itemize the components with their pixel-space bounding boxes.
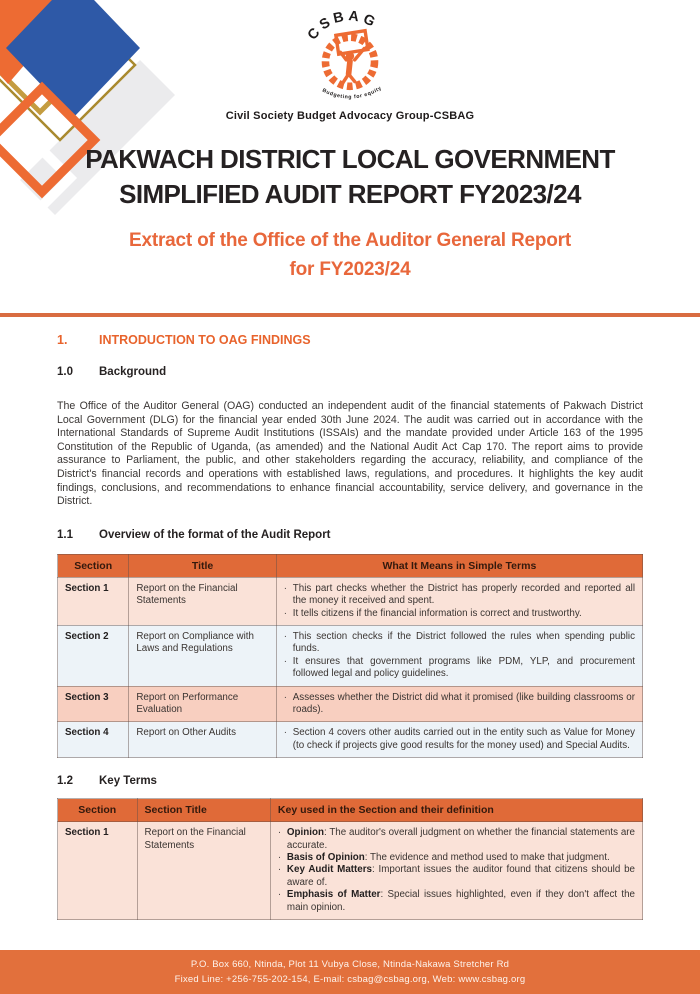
title-line-2: SIMPLIFIED AUDIT REPORT FY2023/24	[119, 179, 581, 209]
cell-section: Section 1	[58, 822, 138, 920]
column-header: Section	[58, 799, 138, 822]
logo-tagline: Budgeting for equity	[321, 85, 384, 101]
subtitle-line-2: for FY2023/24	[289, 259, 411, 280]
bullet-marker: ·	[283, 727, 288, 739]
subtitle-line-1: Extract of the Office of the Auditor General Report	[129, 230, 571, 251]
section-heading-intro	[57, 333, 643, 347]
bullet-item	[278, 864, 635, 889]
bullet-text: It ensures that government programs like PDM, YLP, and procurement followed legal and policy guidelines.	[292, 655, 635, 680]
bullet-item	[284, 583, 635, 608]
section-heading-overview	[57, 529, 643, 541]
bullet-item	[284, 631, 635, 656]
cell-section: Section 2	[58, 625, 129, 686]
cell-definitions	[270, 822, 642, 920]
column-header: Section	[58, 554, 129, 577]
bullet-marker: ·	[283, 607, 288, 619]
bullet-text: Section 4 covers other audits carried out in the entity such as Value for Money (to check if projects give good results for the money used) and Special Audits.	[292, 727, 635, 751]
cell-meaning	[276, 722, 642, 758]
table-header-row	[58, 799, 643, 822]
cell-section: Section 3	[58, 686, 129, 722]
cell-title: Report on Other Audits	[129, 722, 276, 758]
key-term: Emphasis of Matter	[286, 889, 381, 901]
csbag-logo-graphic	[275, 8, 425, 108]
title-line-1: PAKWACH DISTRICT LOCAL GOVERNMENT	[85, 144, 615, 174]
orange-divider	[0, 313, 700, 317]
content	[57, 333, 643, 920]
section-number: 1.2	[57, 775, 73, 788]
bullet-text: This section checks if the District followed the rules when spending public funds.	[292, 630, 635, 655]
cell-section: Section 1	[58, 577, 129, 625]
bullet-marker: ·	[277, 864, 282, 876]
section-number: 1.	[57, 333, 68, 347]
footer-contacts: Fixed Line: +256-755-202-154, E-mail: csbag@csbag.org, Web: www.csbag.org	[174, 973, 526, 985]
table-row	[58, 625, 643, 686]
document-subtitle	[0, 226, 700, 284]
section-heading-key-terms	[57, 775, 643, 787]
bullet-marker: ·	[277, 889, 282, 901]
bullet-item	[278, 852, 635, 864]
bullet-marker: ·	[283, 655, 288, 667]
table-row	[58, 686, 643, 722]
org-name: Civil Society Budget Advocacy Group-CSBAG	[225, 110, 475, 122]
column-header: Title	[129, 554, 276, 577]
bullet-text: Emphasis of Matter: Special issues highlighted, even if they don't affect the main opinion.	[286, 889, 635, 913]
key-term: Basis of Opinion	[286, 852, 365, 864]
bullet-marker: ·	[277, 827, 282, 839]
background-paragraph: The Office of the Auditor General (OAG) conducted an independent audit of the financial statements of Pakwach District Local Government (DLG) for the financial year ended 30th June 2024. The audit was carried out in accordance with the International Standards of Supreme Audit Institutions (ISSAIs) and the mandate provided under Article 163 of the 1995 Constitution of the Republic of Uganda, (as amended) and the National Audit Act Cap 170. The report aims to provide assurance to Parliament, the public, and other stakeholders regarding the accuracy, reliability, and compliance of the District's financial records and operations with established laws, regulations, and procedures. It highlights the key audit findings, conclusions, and recommendations to enhance financial accountability, service delivery, and governance in the District.	[57, 400, 643, 508]
footer	[0, 950, 700, 994]
bullet-item	[284, 656, 635, 681]
bullet-marker: ·	[283, 691, 288, 703]
csbag-logo	[275, 8, 425, 108]
bullet-item	[284, 608, 635, 620]
column-header: Section Title	[137, 799, 270, 822]
bullet-text: It tells citizens if the financial information is correct and trustworthy.	[292, 607, 582, 619]
bullet-marker: ·	[277, 852, 282, 864]
cell-title: Report on the Financial Statements	[137, 822, 270, 920]
logo-text: CSBAG	[303, 8, 382, 43]
bullet-text: Assesses whether the District did what it promised (like building classrooms or roads).	[292, 691, 635, 715]
key-terms-table	[57, 798, 643, 920]
overview-table-body	[58, 577, 643, 757]
overview-table	[57, 554, 643, 758]
document-title	[0, 142, 700, 212]
bullet-item	[284, 692, 635, 717]
key-term: Opinion	[286, 827, 324, 839]
cell-title: Report on Compliance with Laws and Regulations	[129, 625, 276, 686]
bullet-text: This part checks whether the District has properly recorded and reported all the money it received and spent.	[292, 582, 635, 607]
table-row	[58, 722, 643, 758]
table-header-row	[58, 554, 643, 577]
bullet-marker: ·	[283, 630, 288, 642]
table-row	[58, 822, 643, 920]
cell-meaning	[276, 686, 642, 722]
footer-address: P.O. Box 660, Ntinda, Plot 11 Vubya Close, Ntinda-Nakawa Stretcher Rd	[190, 959, 510, 970]
section-heading-background	[57, 366, 643, 378]
bullet-text: Opinion: The auditor's overall judgment on whether the financial statements are accurate.	[286, 827, 635, 851]
bullet-item	[278, 827, 635, 852]
section-title: INTRODUCTION TO OAG FINDINGS	[99, 333, 311, 347]
section-title: Background	[99, 366, 167, 378]
bullet-text: Key Audit Matters: Important issues the auditor found that citizens should be aware of.	[286, 864, 635, 888]
column-header: Key used in the Section and their definition	[270, 799, 642, 822]
key-terms-table-body	[58, 822, 643, 920]
section-number: 1.0	[57, 366, 73, 378]
table-row	[58, 577, 643, 625]
cell-title: Report on Performance Evaluation	[129, 686, 276, 722]
column-header: What It Means in Simple Terms	[276, 554, 642, 577]
cell-meaning	[276, 577, 642, 625]
cell-meaning	[276, 625, 642, 686]
section-title: Key Terms	[99, 775, 157, 788]
bullet-marker: ·	[283, 582, 288, 594]
section-title: Overview of the format of the Audit Report	[99, 528, 331, 541]
bullet-item	[278, 889, 635, 914]
key-term: Key Audit Matters	[286, 864, 373, 876]
bullet-text: Basis of Opinion: The evidence and method used to make that judgment.	[286, 852, 610, 864]
section-number: 1.1	[57, 528, 73, 541]
cell-title: Report on the Financial Statements	[129, 577, 276, 625]
cell-section: Section 4	[58, 722, 129, 758]
bullet-item	[284, 727, 635, 752]
